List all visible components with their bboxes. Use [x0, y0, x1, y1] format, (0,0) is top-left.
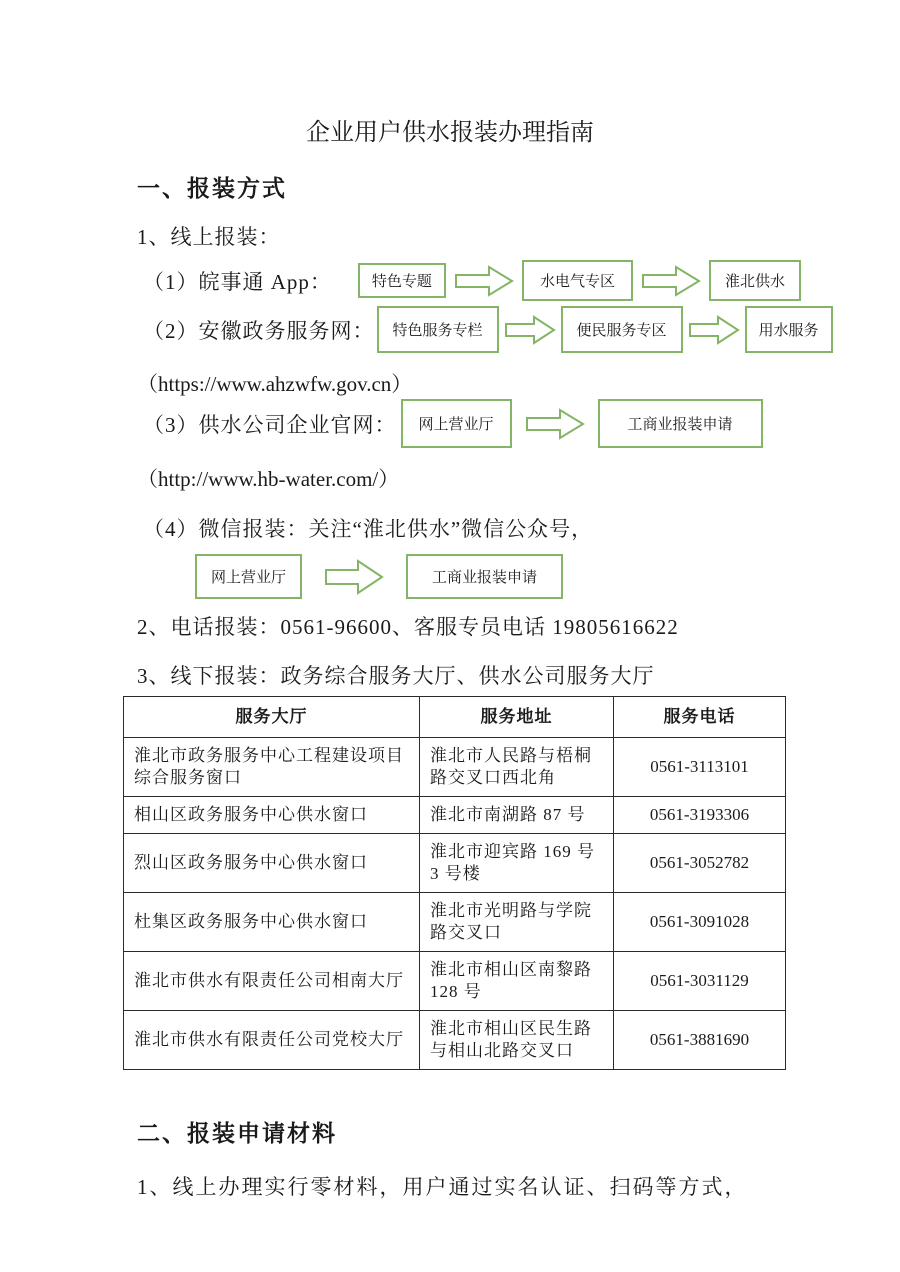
flow-label-wanshitong: （1）皖事通 App： — [143, 269, 332, 294]
arrow-right-icon — [688, 313, 740, 347]
hall-cell: 淮北市供水有限责任公司相南大厅 — [124, 952, 420, 1011]
table-row — [124, 797, 786, 834]
address-cell: 淮北市光明路与学院路交叉口 — [420, 893, 614, 952]
address-cell: 淮北市相山区民生路与相山北路交叉口 — [420, 1011, 614, 1070]
column-header-phone: 服务电话 — [614, 697, 786, 738]
phone-cell: 0561-3113101 — [614, 738, 786, 797]
page-title: 企业用户供水报装办理指南 — [306, 120, 594, 146]
table-row — [124, 1011, 786, 1070]
ahzwfw-url: （https://www.ahzwfw.gov.cn） — [137, 372, 413, 396]
arrow-right-icon — [641, 263, 701, 299]
materials-item-1: 1、线上办理实行零材料，用户通过实名认证、扫码等方式， — [137, 1175, 748, 1199]
flow-step-box: 用水服务 — [745, 306, 833, 353]
arrow-right-icon — [324, 557, 384, 597]
hall-cell: 杜集区政务服务中心供水窗口 — [124, 893, 420, 952]
arrow-right-icon — [525, 406, 585, 442]
wechat-apply-label: （4）微信报装：关注“淮北供水”微信公众号， — [143, 517, 594, 541]
arrow-right-icon — [504, 313, 556, 347]
hall-cell: 淮北市供水有限责任公司党校大厅 — [124, 1011, 420, 1070]
hall-cell: 烈山区政务服务中心供水窗口 — [124, 834, 420, 893]
flow-step-box: 工商业报装申请 — [406, 554, 563, 599]
address-cell: 淮北市人民路与梧桐路交叉口西北角 — [420, 738, 614, 797]
flow-step-box: 网上营业厅 — [401, 399, 512, 448]
section-2-heading: 二、报装申请材料 — [137, 1121, 337, 1146]
flow-step-box: 水电气专区 — [522, 260, 633, 301]
column-header-address: 服务地址 — [420, 697, 614, 738]
flow-step-box: 特色服务专栏 — [377, 306, 499, 353]
phone-apply-label: 2、电话报装：0561-96600、客服专员电话 19805616622 — [137, 615, 679, 639]
flow-label-ahzwfw: （2）安徽政务服务网： — [143, 318, 375, 343]
address-cell: 淮北市南湖路 87 号 — [420, 797, 614, 834]
hall-cell: 淮北市政务服务中心工程建设项目综合服务窗口 — [124, 738, 420, 797]
table-row — [124, 893, 786, 952]
service-hall-table — [123, 696, 786, 1070]
flow-row-wechat — [195, 554, 900, 599]
address-cell: 淮北市迎宾路 169 号 3 号楼 — [420, 834, 614, 893]
address-cell: 淮北市相山区南黎路 128 号 — [420, 952, 614, 1011]
table-header-row — [124, 697, 786, 738]
flow-step-box: 工商业报装申请 — [598, 399, 763, 448]
flow-row-wanshitong — [143, 260, 900, 301]
arrow-right-icon — [454, 263, 514, 299]
flow-step-box: 淮北供水 — [709, 260, 801, 301]
flow-step-box: 网上营业厅 — [195, 554, 302, 599]
table-row — [124, 738, 786, 797]
flow-step-box: 便民服务专区 — [561, 306, 683, 353]
phone-cell: 0561-3052782 — [614, 834, 786, 893]
phone-cell: 0561-3031129 — [614, 952, 786, 1011]
flow-step-box: 特色专题 — [358, 263, 446, 298]
hall-cell: 相山区政务服务中心供水窗口 — [124, 797, 420, 834]
flow-row-company-site — [143, 399, 900, 448]
hb-water-url: （http://www.hb-water.com/） — [137, 467, 400, 491]
online-apply-label: 1、线上报装： — [137, 225, 281, 249]
section-1-heading: 一、报装方式 — [137, 176, 287, 201]
table-row — [124, 834, 786, 893]
flow-row-ahzwfw — [143, 306, 900, 353]
phone-cell: 0561-3881690 — [614, 1011, 786, 1070]
column-header-hall: 服务大厅 — [124, 697, 420, 738]
phone-cell: 0561-3193306 — [614, 797, 786, 834]
table-row — [124, 952, 786, 1011]
phone-cell: 0561-3091028 — [614, 893, 786, 952]
flow-label-company-site: （3）供水公司企业官网： — [143, 412, 397, 437]
offline-apply-label: 3、线下报装：政务综合服务大厅、供水公司服务大厅 — [137, 664, 655, 688]
